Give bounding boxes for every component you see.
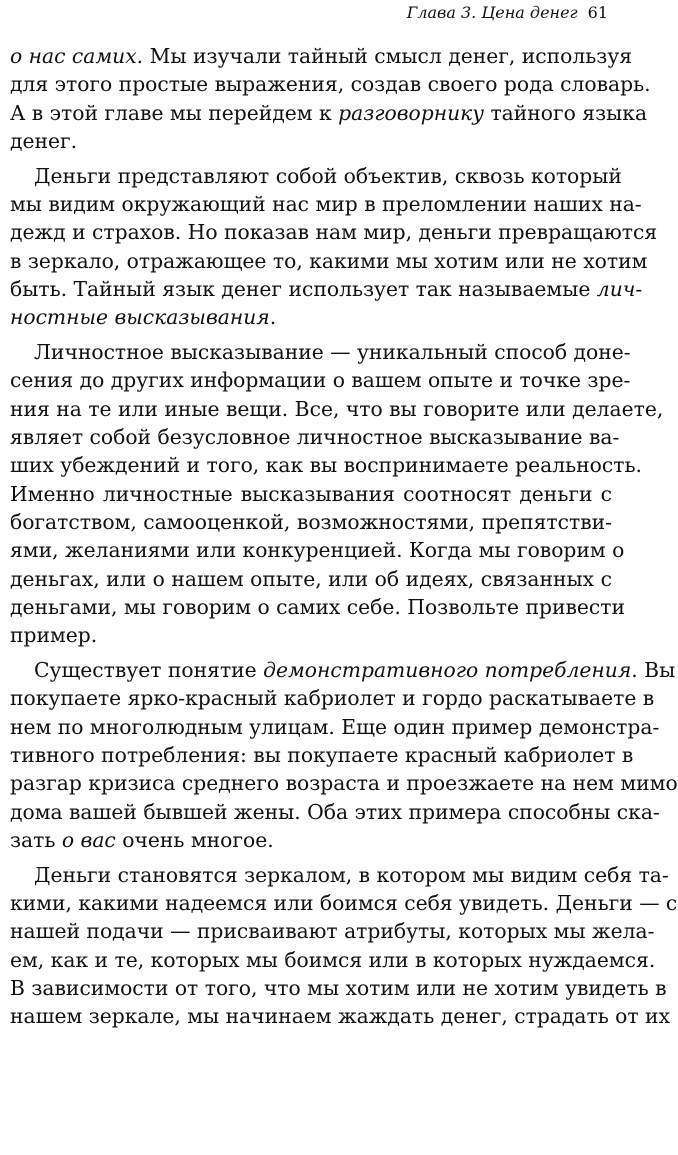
chapter-title: Глава 3. Цена денег	[406, 3, 578, 22]
text-line	[10, 480, 612, 508]
text-line	[10, 565, 612, 593]
text-run: .	[269, 305, 277, 330]
text-run: для этого простые выражения, создав своего рода словарь.	[10, 72, 651, 97]
text-line	[10, 162, 622, 190]
text-line	[10, 974, 667, 1002]
text-line	[10, 593, 625, 621]
text-run: Мы изучали тайный смысл денег, используя	[143, 44, 633, 68]
text-line	[10, 247, 648, 275]
page-number: 61	[587, 3, 608, 22]
text-run: А в этой главе мы перейдем к	[10, 100, 339, 125]
text-run: тайного языка	[484, 100, 648, 125]
text-line	[10, 861, 669, 889]
text-line	[10, 395, 664, 423]
running-header	[407, 2, 608, 24]
text-run: покупаете ярко-красный кабриолет и гордо раскатываете в	[10, 686, 655, 711]
text-run: нашей подачи — присваивают атрибуты, которых мы жела-	[10, 919, 655, 944]
text-run: пример.	[10, 623, 98, 648]
italic-text: ностные высказывания	[10, 305, 270, 330]
text-run: богатством, самооценкой, возможностями, препятстви-	[10, 509, 612, 534]
text-run: Деньги становятся зеркалом, в котором мы видим себя та-	[34, 862, 669, 887]
text-run: деньгами, мы говорим о самих себе. Позвольте привести	[10, 594, 625, 619]
text-run: В зависимости от того, что мы хотим или не хотим увидеть в	[10, 975, 667, 1000]
text-run: ших убеждений и того, как вы воспринимаете реальность.	[10, 453, 642, 478]
text-run: деньгах, или о нашем опыте, или об идеях, связанных с	[10, 566, 612, 591]
text-run: Именно личностные высказывания соотносят деньги с	[10, 481, 612, 506]
text-line	[10, 889, 678, 917]
text-line	[10, 338, 631, 366]
text-line	[10, 621, 612, 649]
text-line	[10, 798, 660, 826]
text-run: мы видим окружающий нас мир в преломлении наших на-	[10, 192, 642, 217]
text-run: в зеркало, отражающее то, какими мы хотим или не хотим	[10, 248, 648, 273]
paragraph	[10, 656, 678, 854]
text-run: . Вы	[631, 658, 676, 683]
italic-text: демонстративного потребления	[263, 658, 632, 683]
text-line	[10, 127, 612, 155]
italic-text: лич-	[596, 276, 643, 301]
text-line	[10, 917, 655, 945]
text-line	[10, 741, 634, 769]
paragraph	[10, 162, 658, 332]
text-run: зать	[10, 827, 62, 852]
text-line	[10, 423, 620, 451]
text-line	[10, 684, 655, 712]
text-line	[10, 1002, 671, 1030]
text-run: тивного потребления: вы покупаете красный кабриолет в	[10, 742, 634, 767]
text-run: ями, желаниями или конкуренцией. Когда мы говорим о	[10, 538, 625, 563]
text-run: Деньги представляют собой объектив, сквозь который	[34, 163, 622, 188]
text-run: дома вашей бывшей жены. Оба этих примера способны ска-	[10, 799, 660, 824]
text-line	[10, 451, 642, 479]
text-line	[10, 275, 643, 303]
text-line	[10, 99, 648, 127]
text-line	[10, 42, 633, 70]
text-line	[10, 366, 631, 394]
text-run: ем, как и те, которых мы боимся или в которых нуждаемся.	[10, 947, 656, 972]
text-line	[10, 769, 678, 797]
text-run: Личностное высказывание — уникальный способ доне-	[34, 340, 631, 365]
text-run: нашем зеркале, мы начинаем жаждать денег, страдать от их	[10, 1004, 671, 1029]
text-line	[10, 190, 642, 218]
paragraph	[10, 861, 678, 1031]
text-run: денег.	[10, 128, 78, 153]
body-text	[10, 42, 678, 1037]
text-line	[10, 303, 612, 331]
paragraph	[10, 42, 651, 155]
text-line	[10, 713, 660, 741]
italic-text: о нас самих.	[10, 44, 144, 68]
text-run: дежд и страхов. Но показав нам мир, деньги превращаются	[10, 220, 658, 245]
text-line	[10, 70, 651, 98]
text-run: сения до других информации о вашем опыте и точке зре-	[10, 368, 631, 393]
text-line	[10, 656, 676, 684]
paragraph	[10, 338, 664, 649]
text-run: ния на те или иные вещи. Все, что вы говорите или делаете,	[10, 396, 664, 421]
text-run: Существует понятие	[34, 658, 264, 683]
text-line	[10, 218, 658, 246]
text-run: кими, какими надеемся или боимся себя увидеть. Деньги — с	[10, 890, 678, 915]
text-line	[10, 536, 625, 564]
text-line	[10, 508, 612, 536]
text-line	[10, 946, 656, 974]
italic-text: о вас	[61, 827, 116, 852]
text-line	[10, 826, 612, 854]
text-run: очень многое.	[115, 827, 274, 852]
text-run: являет собой безусловное личностное высказывание ва-	[10, 425, 620, 450]
text-run: нем по многолюдным улицам. Еще один пример демонстра-	[10, 714, 660, 739]
text-run: разгар кризиса среднего возраста и проезжаете на нем мимо	[10, 771, 678, 796]
text-run: быть. Тайный язык денег использует так называемые	[10, 276, 597, 301]
italic-text: разговорнику	[338, 100, 485, 125]
